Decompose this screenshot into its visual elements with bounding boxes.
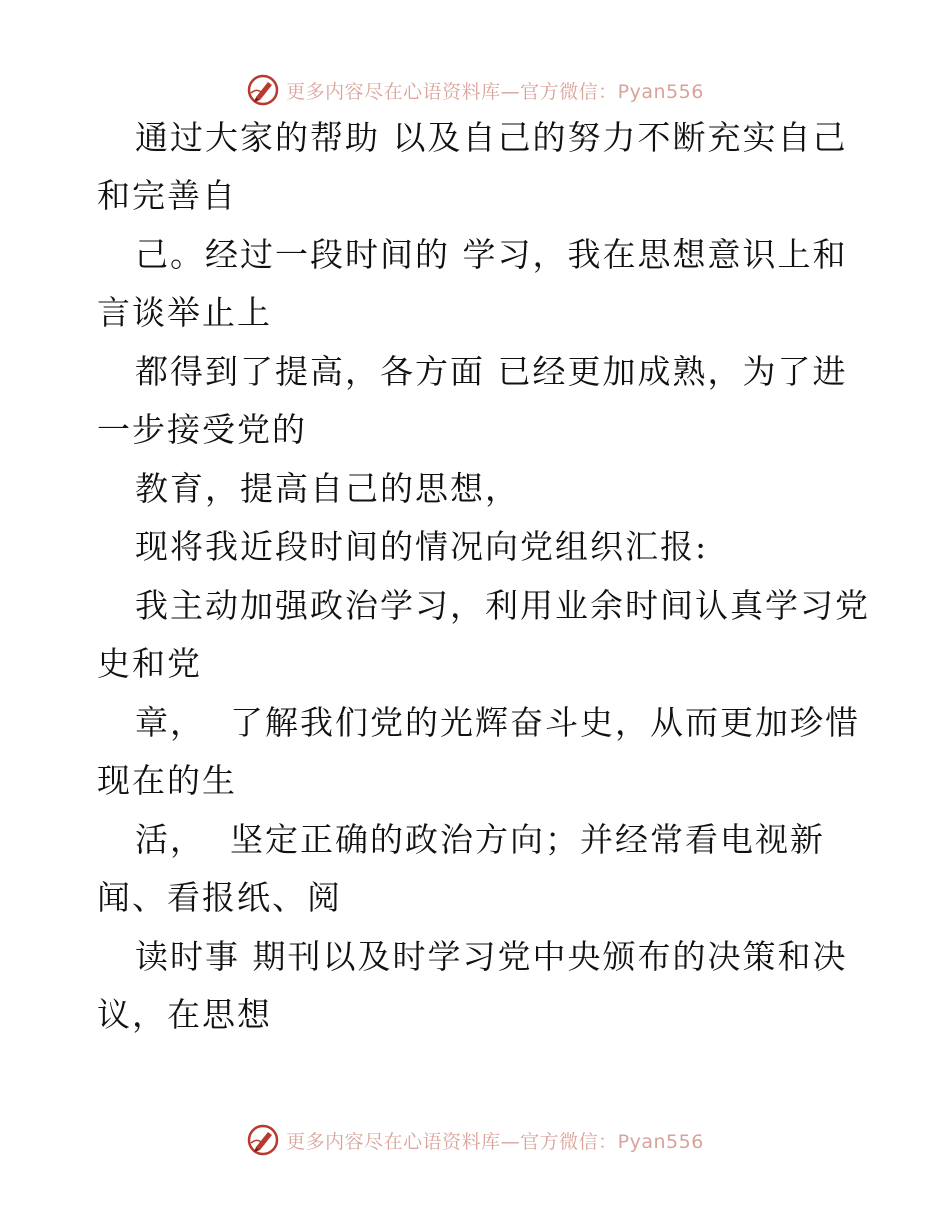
pen-logo-icon	[246, 73, 280, 107]
body-line: 议，在思想	[97, 995, 272, 1034]
body-line: 现在的生	[97, 761, 237, 800]
body-line: 闻、看报纸、阅	[97, 878, 342, 917]
body-line: 一步接受党的	[97, 410, 307, 449]
body-line: 读时事 期刊以及时学习党中央颁布的决策和决	[135, 937, 848, 976]
footer-banner	[0, 1120, 950, 1160]
body-line: 章， 了解我们党的光辉奋斗史，从而更加珍惜	[135, 703, 860, 742]
body-line: 现将我近段时间的情况向党组织汇报:	[135, 527, 709, 566]
body-line: 教育，提高自己的思想，	[135, 469, 520, 508]
body-line: 己。经过一段时间的 学习，我在思想意识上和	[135, 235, 848, 274]
body-line: 我主动加强政治学习，利用业余时间认真学习党	[135, 586, 870, 625]
footer-banner-text: 更多内容尽在心语资料库—官方微信：Pyan556	[286, 1130, 704, 1153]
header-banner-text: 更多内容尽在心语资料库—官方微信：Pyan556	[286, 80, 704, 103]
body-line: 史和党	[97, 644, 202, 683]
body-line: 都得到了提高，各方面 已经更加成熟，为了进	[135, 352, 848, 391]
header-banner	[0, 70, 950, 110]
body-line: 活， 坚定正确的政治方向；并经常看电视新	[135, 820, 825, 859]
body-line: 和完善自	[97, 176, 237, 215]
pen-logo-icon	[246, 1123, 280, 1157]
body-line: 通过大家的帮助 以及自己的努力不断充实自己	[135, 118, 848, 157]
body-line: 言谈举止上	[97, 293, 272, 332]
